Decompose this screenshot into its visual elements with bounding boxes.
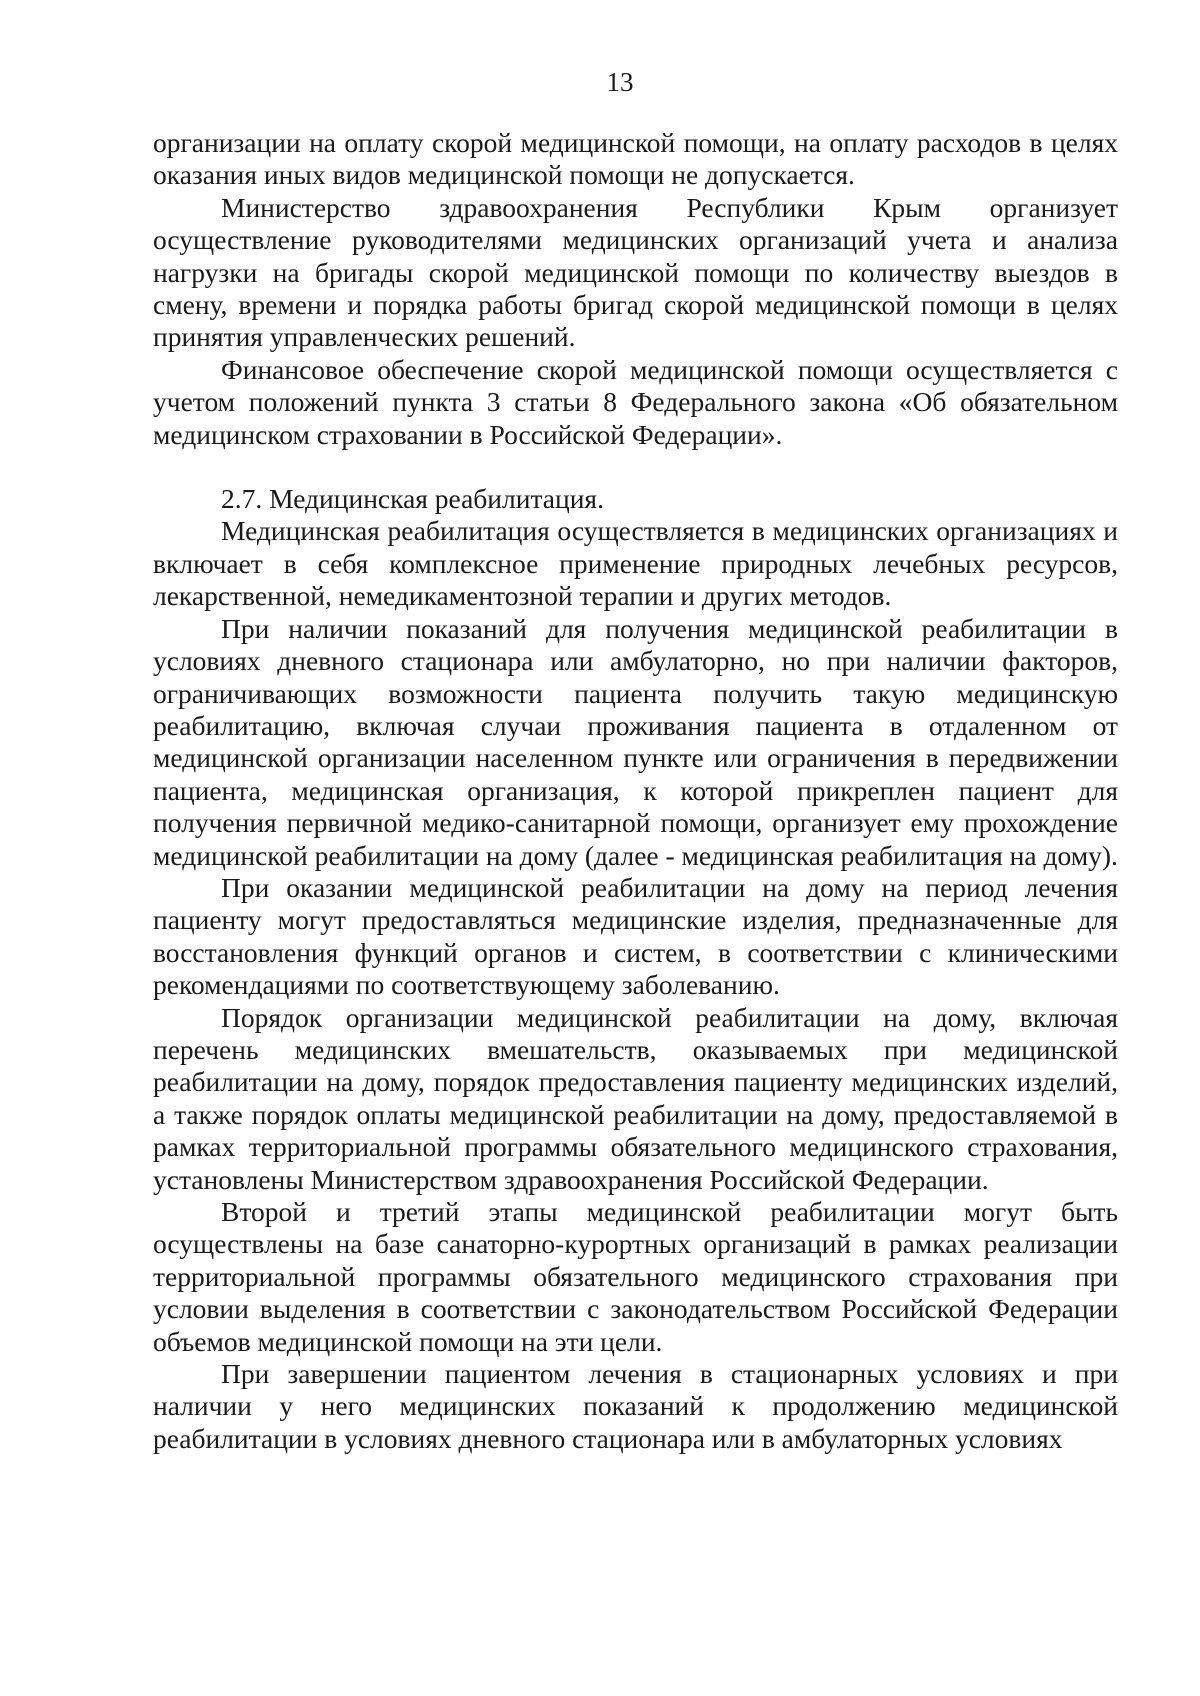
paragraph-continuation: организации на оплату скорой медицинской помощи, на оплату расходов в целях оказания иных видов медицинской помощи не допускается. — [153, 127, 1118, 191]
paragraph-financing: Финансовое обеспечение скорой медицинской помощи осуществляется с учетом положений пункта 3 статьи 8 Федерального закона «Об обязательном медицинском страховании в Российской Федерации». — [153, 353, 1118, 450]
paragraph-rehab-definition: Медицинская реабилитация осуществляется в медицинских организациях и включает в себя комплексное применение природных лечебных ресурсов, лекарственной, немедикаментозной терапии и других методов. — [153, 515, 1118, 612]
paragraph-rehab-home: При наличии показаний для получения медицинской реабилитации в условиях дневного стационара или амбулаторно, но при наличии факторов, ограничивающих возможности пациента получить такую медицинскую реабилитацию, включая случаи проживания пациента в отдаленном от медицинской организации населенном пункте или ограничения в передвижении пациента, медицинская организация, к которой прикреплен пациент для получения первичной медико-санитарной помощи, организует ему прохождение медицинской реабилитации на дому (далее - медицинская реабилитация на дому). — [153, 612, 1118, 871]
paragraph-medical-devices: При оказании медицинской реабилитации на дому на период лечения пациенту могут предоставляться медицинские изделия, предназначенные для восстановления функций органов и систем, в соответствии с клиническими рекомендациями по соответствующему заболеванию. — [153, 871, 1118, 1001]
paragraph-procedure: Порядок организации медицинской реабилитации на дому, включая перечень медицинских вмешательств, оказываемых при медицинской реабилитации на дому, порядок предоставления пациенту медицинских изделий, а также порядок оплаты медицинской реабилитации на дому, предоставляемой в рамках территориальной программы обязательного медицинского страхования, установлены Министерством здравоохранения Российской Федерации. — [153, 1001, 1118, 1195]
page-number: 13 — [606, 67, 634, 97]
paragraph-ministry: Министерство здравоохранения Республики Крым организует осуществление руководителями медицинских организаций учета и анализа нагрузки на бригады скорой медицинской помощи по количеству выездов в смену, времени и порядка работы бригад скорой медицинской помощи в целях принятия управленческих решений. — [153, 191, 1118, 353]
document-body — [153, 127, 1118, 1455]
section-heading: 2.7. Медицинская реабилитация. — [221, 483, 604, 515]
paragraph-stages: Второй и третий этапы медицинской реабилитации могут быть осуществлены на базе санаторно-курортных организаций в рамках реализации территориальной программы обязательного медицинского страхования при условии выделения в соответствии с законодательством Российской Федерации объемов медицинской помощи на эти цели. — [153, 1196, 1118, 1357]
paragraph-completion: При завершении пациентом лечения в стационарных условиях и при наличии у него медицинских показаний к продолжению медицинской реабилитации в условиях дневного стационара или в амбулаторных условиях — [153, 1358, 1118, 1454]
